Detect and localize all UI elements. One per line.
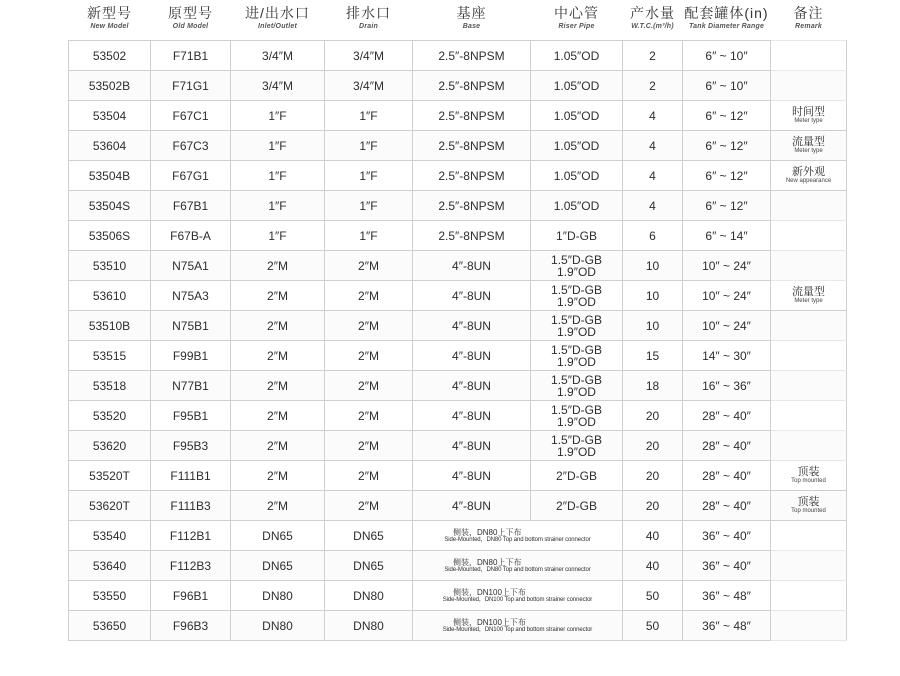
base-note-zh: 侧装，DN100上下布 <box>453 617 526 627</box>
cell-base: 4″-8UN <box>413 461 531 491</box>
cell-drain: DN80 <box>325 611 413 641</box>
table-row <box>69 521 847 551</box>
table-row <box>69 71 847 101</box>
table-row <box>69 311 847 341</box>
header-new-model: 新型号 New Model <box>87 5 132 30</box>
cell-new-model: 53520 <box>69 401 151 431</box>
cell-old-model: F67C3 <box>151 131 231 161</box>
riser-line: 1.5″D-GB <box>551 252 602 267</box>
cell-old-model: F71B1 <box>151 41 231 71</box>
cell-riser-pipe <box>531 341 623 371</box>
remark-zh: 顶装 <box>797 466 820 478</box>
header-drain: 排水口 Drain <box>346 5 391 30</box>
cell-remark <box>771 431 847 461</box>
table-row <box>69 371 847 401</box>
cell-drain: DN80 <box>325 581 413 611</box>
cell-old-model: F95B3 <box>151 431 231 461</box>
cell-base: 4″-8UN <box>413 341 531 371</box>
cell-drain: 2″M <box>325 341 413 371</box>
cell-old-model: F111B1 <box>151 461 231 491</box>
table-row <box>69 41 847 71</box>
cell-drain: 2″M <box>325 461 413 491</box>
remark-zh: 顶装 <box>797 496 820 508</box>
cell-drain: 1″F <box>325 161 413 191</box>
cell-inlet-outlet: 2″M <box>231 251 325 281</box>
cell-remark <box>771 461 847 491</box>
remark-zh: 时间型 <box>792 106 825 118</box>
cell-base: 4″-8UN <box>413 401 531 431</box>
cell-wtc: 20 <box>623 461 683 491</box>
cell-base: 2.5″-8NPSM <box>413 41 531 71</box>
cell-new-model: 53518 <box>69 371 151 401</box>
cell-new-model: 53506S <box>69 221 151 251</box>
remark-en: Top mounted <box>791 508 826 514</box>
cell-remark <box>771 371 847 401</box>
cell-drain: 2″M <box>325 251 413 281</box>
cell-riser-pipe <box>531 311 623 341</box>
table-row <box>69 131 847 161</box>
cell-wtc: 40 <box>623 521 683 551</box>
table-row <box>69 281 847 311</box>
remark-zh: 新外观 <box>792 166 825 178</box>
cell-drain: DN65 <box>325 551 413 581</box>
cell-riser-pipe <box>531 281 623 311</box>
cell-base: 4″-8UN <box>413 311 531 341</box>
cell-inlet-outlet: 3/4″M <box>231 41 325 71</box>
cell-remark <box>771 521 847 551</box>
cell-riser-pipe <box>531 41 623 71</box>
riser-line: 1.9″OD <box>557 264 596 279</box>
cell-base <box>413 611 623 641</box>
cell-remark <box>771 221 847 251</box>
cell-new-model: 53610 <box>69 281 151 311</box>
remark-en: Meter type <box>794 118 823 124</box>
cell-base: 2.5″-8NPSM <box>413 221 531 251</box>
cell-tank-range: 36″ ~ 48″ <box>683 581 771 611</box>
cell-new-model: 53620 <box>69 431 151 461</box>
cell-inlet-outlet: 2″M <box>231 491 325 521</box>
cell-old-model: N77B1 <box>151 371 231 401</box>
cell-remark <box>771 131 847 161</box>
cell-wtc: 20 <box>623 431 683 461</box>
cell-wtc: 6 <box>623 221 683 251</box>
cell-inlet-outlet: 2″M <box>231 461 325 491</box>
cell-drain: 1″F <box>325 131 413 161</box>
remark-en: Meter type <box>794 298 823 304</box>
cell-riser-pipe <box>531 461 623 491</box>
cell-base <box>413 551 623 581</box>
header-tank-range: 配套罐体(in) Tank Diameter Range <box>684 5 769 30</box>
riser-line: 1.9″OD <box>557 294 596 309</box>
riser-line: 1.5″D-GB <box>551 312 602 327</box>
control-valve-spec-table <box>68 4 847 641</box>
riser-line: 1″D-GB <box>556 228 597 243</box>
riser-line: 1.05″OD <box>553 198 600 213</box>
cell-old-model: N75A1 <box>151 251 231 281</box>
cell-tank-range: 10″ ~ 24″ <box>683 251 771 281</box>
riser-line: 1.5″D-GB <box>551 432 602 447</box>
remark-en: Top mounted <box>791 478 826 484</box>
base-note-zh: 侧装，DN100上下布 <box>453 587 526 597</box>
cell-drain: 2″M <box>325 281 413 311</box>
cell-new-model: 53540 <box>69 521 151 551</box>
cell-riser-pipe <box>531 491 623 521</box>
table-row <box>69 221 847 251</box>
riser-line: 1.5″D-GB <box>551 372 602 387</box>
cell-wtc: 20 <box>623 401 683 431</box>
cell-riser-pipe <box>531 191 623 221</box>
base-note-en: Side-Mounted，DN80 Top and bottom strainer connector <box>444 566 591 573</box>
cell-inlet-outlet: DN80 <box>231 611 325 641</box>
table-row <box>69 491 847 521</box>
riser-line: 1.9″OD <box>557 444 596 459</box>
cell-tank-range: 36″ ~ 40″ <box>683 521 771 551</box>
cell-remark <box>771 581 847 611</box>
cell-remark <box>771 41 847 71</box>
cell-remark <box>771 311 847 341</box>
cell-old-model: F111B3 <box>151 491 231 521</box>
cell-new-model: 53640 <box>69 551 151 581</box>
cell-drain: 2″M <box>325 401 413 431</box>
cell-old-model: F96B3 <box>151 611 231 641</box>
cell-new-model: 53520T <box>69 461 151 491</box>
cell-old-model: F112B3 <box>151 551 231 581</box>
cell-wtc: 40 <box>623 551 683 581</box>
cell-tank-range: 6″ ~ 12″ <box>683 101 771 131</box>
cell-tank-range: 36″ ~ 48″ <box>683 611 771 641</box>
cell-tank-range: 28″ ~ 40″ <box>683 431 771 461</box>
cell-inlet-outlet: 2″M <box>231 311 325 341</box>
cell-tank-range: 14″ ~ 30″ <box>683 341 771 371</box>
table-row <box>69 551 847 581</box>
cell-wtc: 4 <box>623 161 683 191</box>
cell-remark <box>771 281 847 311</box>
cell-drain: 1″F <box>325 101 413 131</box>
cell-inlet-outlet: 1″F <box>231 191 325 221</box>
cell-drain: DN65 <box>325 521 413 551</box>
riser-line: 1.05″OD <box>553 168 600 183</box>
cell-new-model: 53550 <box>69 581 151 611</box>
cell-base: 2.5″-8NPSM <box>413 131 531 161</box>
riser-line: 1.05″OD <box>553 48 600 63</box>
cell-wtc: 4 <box>623 191 683 221</box>
cell-tank-range: 6″ ~ 12″ <box>683 131 771 161</box>
cell-new-model: 53604 <box>69 131 151 161</box>
cell-inlet-outlet: DN80 <box>231 581 325 611</box>
cell-new-model: 53504S <box>69 191 151 221</box>
cell-riser-pipe <box>531 131 623 161</box>
cell-riser-pipe <box>531 251 623 281</box>
remark-zh: 流量型 <box>792 286 825 298</box>
table-header-row <box>69 4 847 41</box>
cell-old-model: N75A3 <box>151 281 231 311</box>
spec-table-container <box>68 4 848 641</box>
cell-riser-pipe <box>531 101 623 131</box>
cell-inlet-outlet: 2″M <box>231 371 325 401</box>
table-body <box>69 41 847 641</box>
cell-new-model: 53502 <box>69 41 151 71</box>
base-note-en: Side-Mounted，DN100 Top and bottom strainer connector <box>442 626 593 633</box>
header-base: 基座 Base <box>456 5 487 30</box>
cell-new-model: 53504B <box>69 161 151 191</box>
table-row <box>69 341 847 371</box>
cell-wtc: 50 <box>623 581 683 611</box>
base-note-zh: 侧装，DN80上下布 <box>453 527 522 537</box>
cell-old-model: F67B1 <box>151 191 231 221</box>
cell-drain: 2″M <box>325 371 413 401</box>
cell-new-model: 53502B <box>69 71 151 101</box>
cell-remark <box>771 101 847 131</box>
cell-inlet-outlet: DN65 <box>231 521 325 551</box>
cell-riser-pipe <box>531 221 623 251</box>
cell-old-model: F67G1 <box>151 161 231 191</box>
cell-new-model: 53515 <box>69 341 151 371</box>
cell-drain: 3/4″M <box>325 71 413 101</box>
cell-tank-range: 28″ ~ 40″ <box>683 461 771 491</box>
cell-new-model: 53650 <box>69 611 151 641</box>
cell-remark <box>771 611 847 641</box>
header-riser-pipe: 中心管 Riser Pipe <box>554 5 599 30</box>
riser-line: 1.9″OD <box>557 354 596 369</box>
cell-drain: 2″M <box>325 431 413 461</box>
remark-en: Meter type <box>794 148 823 154</box>
table-row <box>69 251 847 281</box>
cell-wtc: 10 <box>623 281 683 311</box>
cell-riser-pipe <box>531 401 623 431</box>
cell-base: 4″-8UN <box>413 431 531 461</box>
cell-inlet-outlet: 3/4″M <box>231 71 325 101</box>
riser-line: 1.9″OD <box>557 414 596 429</box>
base-note-en: Side-Mounted，DN100 Top and bottom strainer connector <box>442 596 593 603</box>
cell-wtc: 10 <box>623 251 683 281</box>
cell-inlet-outlet: 2″M <box>231 401 325 431</box>
cell-riser-pipe <box>531 431 623 461</box>
cell-old-model: F95B1 <box>151 401 231 431</box>
cell-wtc: 10 <box>623 311 683 341</box>
cell-base: 4″-8UN <box>413 251 531 281</box>
cell-wtc: 18 <box>623 371 683 401</box>
header-inlet-outlet: 进/出水口 Inlet/Outlet <box>245 5 310 30</box>
riser-line: 1.5″D-GB <box>551 282 602 297</box>
cell-tank-range: 6″ ~ 12″ <box>683 161 771 191</box>
cell-remark <box>771 551 847 581</box>
cell-tank-range: 10″ ~ 24″ <box>683 281 771 311</box>
cell-new-model: 53620T <box>69 491 151 521</box>
table-row <box>69 611 847 641</box>
cell-wtc: 4 <box>623 101 683 131</box>
cell-tank-range: 6″ ~ 10″ <box>683 41 771 71</box>
cell-riser-pipe <box>531 161 623 191</box>
cell-remark <box>771 161 847 191</box>
cell-base: 4″-8UN <box>413 491 531 521</box>
table-row <box>69 101 847 131</box>
cell-wtc: 4 <box>623 131 683 161</box>
cell-old-model: F112B1 <box>151 521 231 551</box>
cell-riser-pipe <box>531 71 623 101</box>
riser-line: 1.5″D-GB <box>551 402 602 417</box>
cell-tank-range: 6″ ~ 12″ <box>683 191 771 221</box>
cell-remark <box>771 71 847 101</box>
cell-drain: 1″F <box>325 191 413 221</box>
cell-remark <box>771 341 847 371</box>
cell-drain: 1″F <box>325 221 413 251</box>
cell-inlet-outlet: 1″F <box>231 131 325 161</box>
remark-zh: 流量型 <box>792 136 825 148</box>
cell-base: 4″-8UN <box>413 371 531 401</box>
cell-drain: 2″M <box>325 491 413 521</box>
cell-wtc: 2 <box>623 71 683 101</box>
cell-old-model: F67C1 <box>151 101 231 131</box>
cell-tank-range: 36″ ~ 40″ <box>683 551 771 581</box>
cell-inlet-outlet: 2″M <box>231 341 325 371</box>
riser-line: 1.9″OD <box>557 324 596 339</box>
cell-remark <box>771 191 847 221</box>
header-wtc: 产水量 W.T.C.(m³/h) <box>630 5 675 30</box>
cell-tank-range: 28″ ~ 40″ <box>683 401 771 431</box>
table-row <box>69 401 847 431</box>
base-note-zh: 侧装，DN80上下布 <box>453 557 522 567</box>
cell-new-model: 53504 <box>69 101 151 131</box>
cell-base: 2.5″-8NPSM <box>413 71 531 101</box>
cell-drain: 2″M <box>325 311 413 341</box>
cell-base: 2.5″-8NPSM <box>413 101 531 131</box>
cell-old-model: N75B1 <box>151 311 231 341</box>
cell-base: 2.5″-8NPSM <box>413 161 531 191</box>
cell-remark <box>771 401 847 431</box>
cell-wtc: 2 <box>623 41 683 71</box>
riser-line: 1.05″OD <box>553 108 600 123</box>
table-row <box>69 431 847 461</box>
cell-tank-range: 10″ ~ 24″ <box>683 311 771 341</box>
remark-en: New appearance <box>785 178 832 184</box>
cell-base: 2.5″-8NPSM <box>413 191 531 221</box>
cell-remark <box>771 491 847 521</box>
cell-tank-range: 28″ ~ 40″ <box>683 491 771 521</box>
cell-base <box>413 581 623 611</box>
base-note-en: Side-Mounted，DN80 Top and bottom strainer connector <box>444 536 591 543</box>
cell-drain: 3/4″M <box>325 41 413 71</box>
cell-wtc: 50 <box>623 611 683 641</box>
riser-line: 1.5″D-GB <box>551 342 602 357</box>
cell-new-model: 53510 <box>69 251 151 281</box>
cell-wtc: 20 <box>623 491 683 521</box>
cell-inlet-outlet: 2″M <box>231 431 325 461</box>
cell-old-model: F96B1 <box>151 581 231 611</box>
cell-tank-range: 6″ ~ 14″ <box>683 221 771 251</box>
cell-inlet-outlet: 1″F <box>231 221 325 251</box>
riser-line: 1.05″OD <box>553 138 600 153</box>
cell-inlet-outlet: DN65 <box>231 551 325 581</box>
table-row <box>69 191 847 221</box>
cell-inlet-outlet: 1″F <box>231 101 325 131</box>
cell-remark <box>771 251 847 281</box>
table-row <box>69 161 847 191</box>
cell-tank-range: 16″ ~ 36″ <box>683 371 771 401</box>
cell-inlet-outlet: 2″M <box>231 281 325 311</box>
table-row <box>69 581 847 611</box>
cell-old-model: F99B1 <box>151 341 231 371</box>
cell-base <box>413 521 623 551</box>
header-old-model: 原型号 Old Model <box>168 5 213 30</box>
cell-old-model: F67B-A <box>151 221 231 251</box>
riser-line: 2″D-GB <box>556 498 597 513</box>
cell-riser-pipe <box>531 371 623 401</box>
cell-wtc: 15 <box>623 341 683 371</box>
header-remark: 备注 Remark <box>793 5 824 30</box>
cell-inlet-outlet: 1″F <box>231 161 325 191</box>
riser-line: 1.05″OD <box>553 78 600 93</box>
table-row <box>69 461 847 491</box>
cell-tank-range: 6″ ~ 10″ <box>683 71 771 101</box>
cell-new-model: 53510B <box>69 311 151 341</box>
cell-old-model: F71G1 <box>151 71 231 101</box>
riser-line: 1.9″OD <box>557 384 596 399</box>
cell-base: 4″-8UN <box>413 281 531 311</box>
riser-line: 2″D-GB <box>556 468 597 483</box>
